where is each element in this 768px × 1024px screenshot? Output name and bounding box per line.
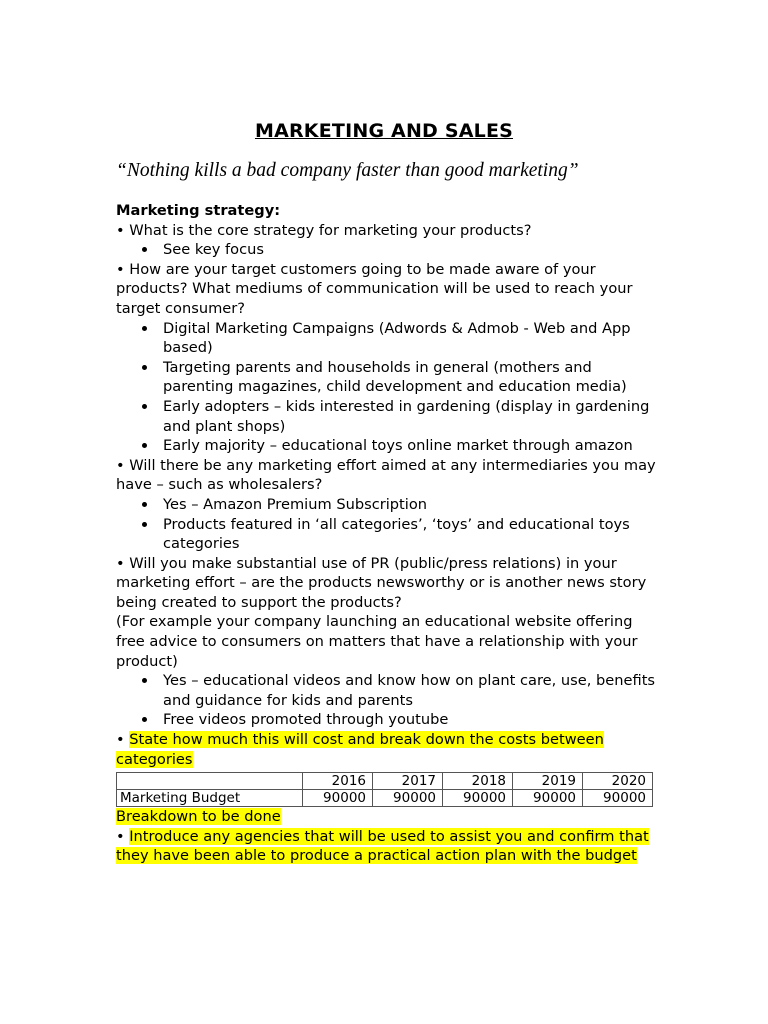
- budget-cell: 90000: [373, 790, 443, 807]
- answer-list-pr: [116, 671, 656, 730]
- budget-cell: 90000: [303, 790, 373, 807]
- highlighted-text: State how much this will cost and break down the costs between categories: [116, 731, 604, 768]
- question-target-customers: • How are your target customers going to be made aware of your products? What mediums of communication will be used to reach your target consumer?: [116, 260, 633, 317]
- list-item: Yes – Amazon Premium Subscription: [116, 495, 656, 515]
- pr-example-note: (For example your company launching an educational website offering free advice to consumers on matters that have a relationship with your product): [116, 613, 638, 670]
- table-header-row: [117, 773, 653, 790]
- list-item: Early adopters – kids interested in gardening (display in gardening and plant shops): [116, 397, 656, 436]
- quote: “Nothing kills a bad company faster than good marketing”: [116, 160, 579, 181]
- list-item: Early majority – educational toys online market through amazon: [116, 436, 656, 456]
- question-agencies: [116, 827, 656, 866]
- year-header: 2016: [303, 773, 373, 790]
- table-corner-cell: [117, 773, 303, 790]
- budget-table: [116, 772, 653, 807]
- budget-cell: 90000: [443, 790, 513, 807]
- answer-list-core-strategy: [116, 240, 656, 260]
- document-body: [116, 201, 656, 866]
- question-pr: • Will you make substantial use of PR (public/press relations) in your marketing effort – are the products newsworthy or is another news story being created to support the products?: [116, 554, 647, 611]
- bullet: •: [116, 731, 130, 749]
- year-header: 2018: [443, 773, 513, 790]
- section-heading: Marketing strategy:: [116, 202, 281, 219]
- year-header: 2017: [373, 773, 443, 790]
- year-header: 2019: [513, 773, 583, 790]
- question-core-strategy: • What is the core strategy for marketing your products?: [116, 221, 532, 239]
- budget-cell: 90000: [513, 790, 583, 807]
- list-item: Free videos promoted through youtube: [116, 710, 656, 730]
- list-item: Digital Marketing Campaigns (Adwords & Admob - Web and App based): [116, 319, 656, 358]
- highlighted-text: Breakdown to be done: [116, 808, 281, 826]
- year-header: 2020: [583, 773, 653, 790]
- list-item: Yes – educational videos and know how on plant care, use, benefits and guidance for kids and parents: [116, 671, 656, 710]
- row-label: Marketing Budget: [117, 790, 303, 807]
- list-item: Products featured in ‘all categories’, ‘toys’ and educational toys categories: [116, 515, 656, 554]
- list-item: Targeting parents and households in general (mothers and parenting magazines, child development and education media): [116, 358, 656, 397]
- highlighted-text: Introduce any agencies that will be used to assist you and confirm that they have been able to produce a practical action plan with the budget: [116, 827, 649, 865]
- bullet: •: [116, 827, 130, 845]
- list-item: See key focus: [116, 240, 656, 260]
- question-cost: [116, 730, 656, 769]
- page-title: MARKETING AND SALES: [254, 120, 514, 142]
- answer-list-target-customers: [116, 319, 656, 456]
- breakdown-note: [116, 807, 656, 827]
- budget-cell: 90000: [583, 790, 653, 807]
- question-intermediaries: • Will there be any marketing effort aimed at any intermediaries you may have – such as wholesalers?: [116, 456, 656, 494]
- table-row: [117, 790, 653, 807]
- answer-list-intermediaries: [116, 495, 656, 554]
